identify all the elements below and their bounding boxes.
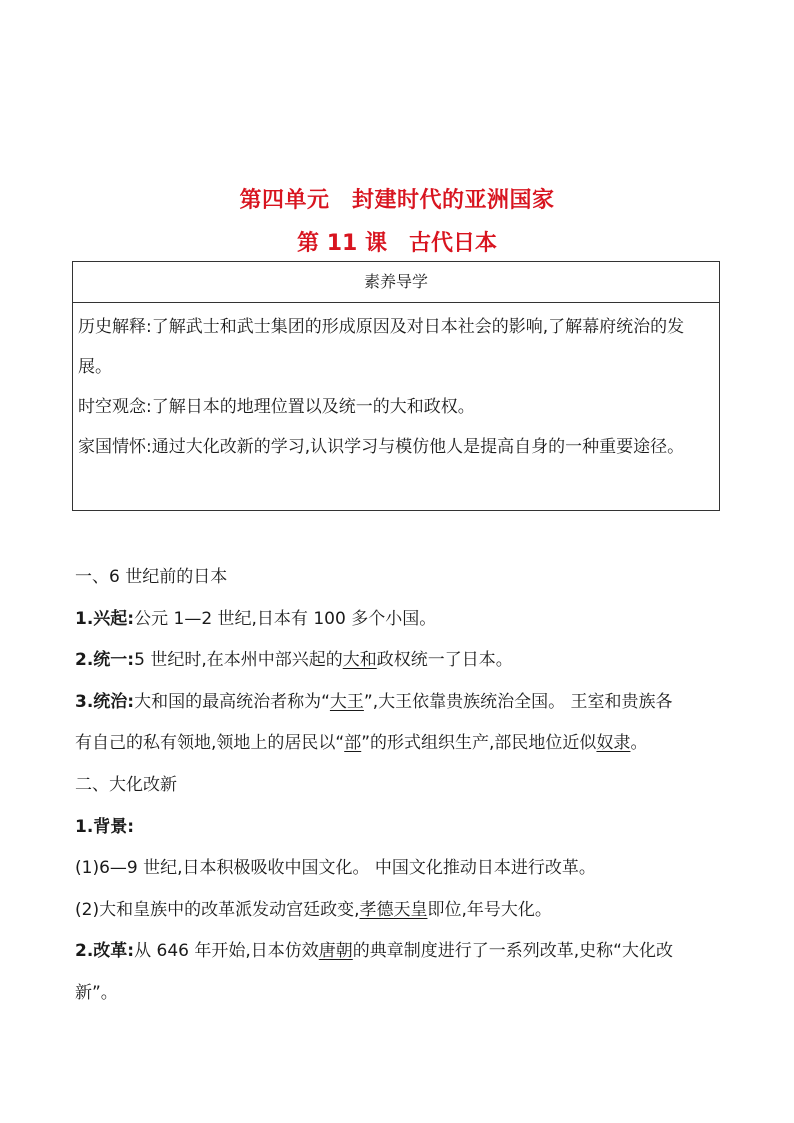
guide-item-history-interpretation: 历史解释:了解武士和武士集团的形成原因及对日本社会的影响,了解幕府统治的发展。 [78, 317, 685, 377]
section1-heading: 一、6 世纪前的日本 [75, 567, 228, 587]
guide-header: 素养导学 [73, 262, 719, 303]
reform-text-b: 的典章制度进行了一系列改革,史称“大化改 [352, 941, 673, 961]
rule-answer-slave: 奴隶 [596, 733, 631, 753]
background-item2-a: (2)大和皇族中的改革派发动宫廷政变, [75, 900, 360, 920]
unit-title: 第四单元 封建时代的亚洲国家 [239, 188, 555, 213]
unify-text-b: 政权统一了日本。 [376, 650, 513, 670]
rise-label: 1.兴起: [75, 609, 135, 629]
lesson-title: 第 11 课 古代日本 [297, 231, 497, 256]
guide-body [73, 303, 719, 467]
reform-line-2: 新”。 [75, 983, 118, 1003]
background-answer-emperor: 孝德天皇 [359, 900, 428, 920]
rise-text: 公元 1—2 世纪,日本有 100 多个小国。 [134, 609, 437, 629]
rule-line2-c: 。 [630, 733, 648, 753]
unify-answer-yamato: 大和 [342, 650, 377, 670]
rule-label: 3.统治: [75, 692, 135, 712]
reform-line-1 [75, 939, 720, 963]
background-item2-b: 即位,年号大化。 [427, 900, 552, 920]
reform-answer-tang: 唐朝 [318, 941, 353, 961]
reform-label: 2.改革: [75, 941, 135, 961]
unify-label: 2.统一: [75, 650, 135, 670]
section2-heading: 二、大化改新 [75, 775, 177, 795]
unify-text-a: 5 世纪时,在本州中部兴起的 [134, 650, 343, 670]
rule-text-a: 大和国的最高统治者称为“ [134, 692, 330, 712]
reform-text-a: 从 646 年开始,日本仿效 [134, 941, 319, 961]
rule-line2-b: ”的形式组织生产,部民地位近似 [361, 733, 597, 753]
literacy-guide-box [72, 261, 720, 511]
background-item-2 [75, 898, 720, 922]
rule-line-1 [75, 690, 720, 714]
unify-line [75, 648, 720, 672]
rise-line [75, 607, 720, 631]
rule-line2-a: 有自己的私有领地,领地上的居民以“ [75, 733, 345, 753]
rule-text-b: ”,大王依靠贵族统治全国。 王室和贵族各 [363, 692, 673, 712]
guide-item-spacetime-concept: 时空观念:了解日本的地理位置以及统一的大和政权。 [78, 397, 475, 417]
rule-answer-great-king: 大王 [329, 692, 364, 712]
background-item-1: (1)6—9 世纪,日本积极吸收中国文化。 中国文化推动日本进行改革。 [75, 858, 596, 878]
guide-item-national-sentiment: 家国情怀:通过大化改新的学习,认识学习与模仿他人是提高自身的一种重要途径。 [78, 437, 685, 457]
background-label: 1.背景: [75, 817, 135, 837]
rule-answer-be: 部 [344, 733, 362, 753]
rule-line-2 [75, 731, 720, 755]
